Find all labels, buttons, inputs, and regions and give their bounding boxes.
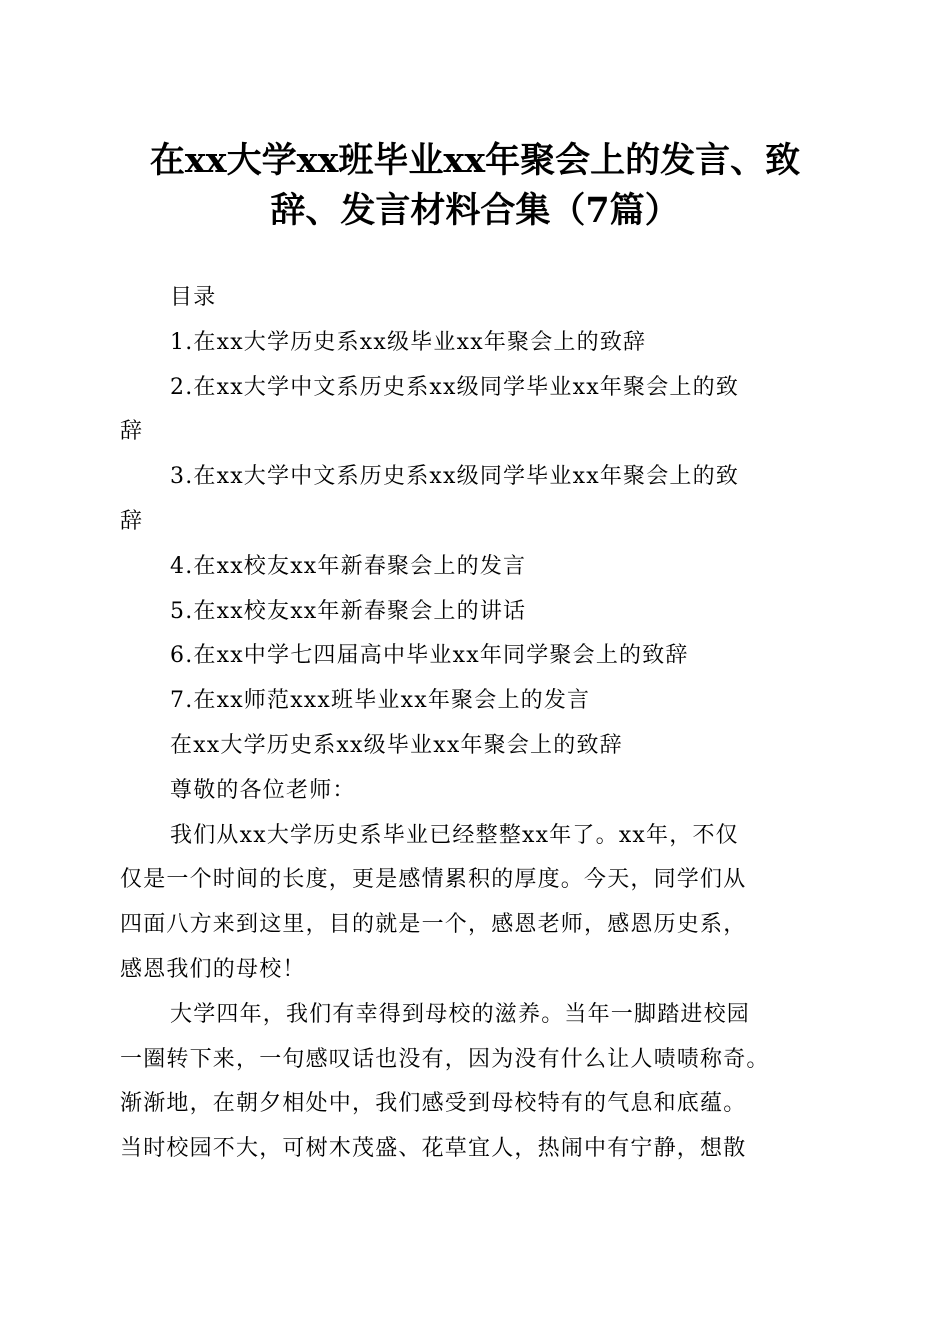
section-title: 在xx大学历史系xx级毕业xx年聚会上的致辞 xyxy=(170,732,623,758)
title-line-1: 在xx大学xx班毕业xx年聚会上的发言、致 xyxy=(149,140,801,181)
toc-item-5: 5.在xx校友xx年新春聚会上的讲话 xyxy=(170,598,527,624)
toc-item-4: 4.在xx校友xx年新春聚会上的发言 xyxy=(170,553,527,579)
paragraph-1-line-4: 感恩我们的母校！ xyxy=(120,956,306,982)
document-title xyxy=(100,136,850,236)
toc-item-6: 6.在xx中学七四届高中毕业xx年同学聚会上的致辞 xyxy=(170,643,689,669)
paragraph-2-line-3: 渐渐地，在朝夕相处中，我们感受到母校特有的气息和底蕴。 xyxy=(120,1091,747,1117)
paragraph-2-line-1: 大学四年，我们有幸得到母校的滋养。当年一脚踏进校园 xyxy=(170,1001,751,1027)
toc-item-7: 7.在xx师范xxx班毕业xx年聚会上的发言 xyxy=(170,688,591,714)
toc-heading: 目录 xyxy=(170,285,217,310)
document-body xyxy=(120,276,830,1172)
paragraph-1-line-2: 仅是一个时间的长度，更是感情累积的厚度。今天，同学们从 xyxy=(120,867,747,893)
paragraph-1-line-3: 四面八方来到这里，目的就是一个，感恩老师，感恩历史系， xyxy=(120,912,747,938)
salutation: 尊敬的各位老师： xyxy=(170,777,356,803)
toc-item-2: 2.在xx大学中文系历史系xx级同学毕业xx年聚会上的致 xyxy=(170,374,740,400)
paragraph-2-line-4: 当时校园不大，可树木茂盛、花草宜人，热闹中有宁静，想散 xyxy=(120,1136,747,1162)
toc-item-3: 3.在xx大学中文系历史系xx级同学毕业xx年聚会上的致 xyxy=(170,464,740,490)
title-line-2: 辞、发言材料合集（7篇） xyxy=(270,190,680,231)
paragraph-2-line-2: 一圈转下来，一句感叹话也没有，因为没有什么让人啧啧称奇。 xyxy=(120,1046,770,1072)
toc-item-2-continued: 辞 xyxy=(120,419,144,445)
toc-item-3-continued: 辞 xyxy=(120,508,144,534)
paragraph-1-line-1: 我们从xx大学历史系毕业已经整整xx年了。xx年，不仅 xyxy=(170,822,739,848)
toc-item-1: 1.在xx大学历史系xx级毕业xx年聚会上的致辞 xyxy=(170,329,647,355)
